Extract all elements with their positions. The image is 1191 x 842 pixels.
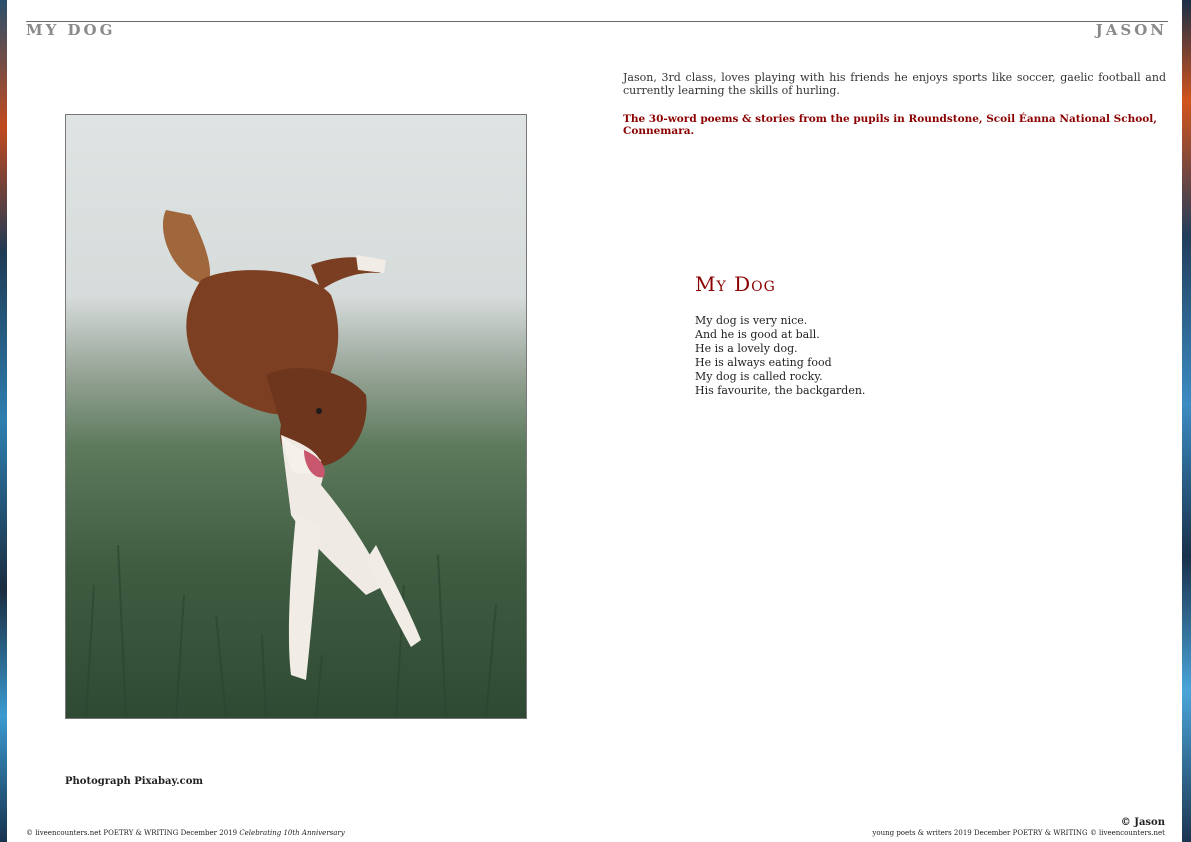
- footer-left: [26, 829, 345, 837]
- poem-line: He is a lovely dog.: [695, 342, 798, 355]
- dog-figure: [163, 210, 421, 680]
- dog-photo: [65, 114, 527, 719]
- footer-left-text: © liveencounters.net POETRY & WRITING December 2019: [26, 829, 238, 837]
- poem-line: And he is good at ball.: [695, 328, 820, 341]
- poem-title: My Dog: [695, 272, 776, 296]
- copyright-notice: © Jason: [1120, 817, 1165, 828]
- poem-line: He is always eating food: [695, 356, 832, 369]
- page-title: MY DOG: [26, 21, 116, 39]
- author-name: JASON: [1095, 21, 1167, 39]
- decorative-right-edge: [1182, 0, 1191, 842]
- author-bio: Jason, 3rd class, loves playing with his friends he enjoys sports like soccer, gaelic football and currently learning the skills of hurling.: [623, 71, 1166, 97]
- decorative-left-edge: [0, 0, 7, 842]
- footer-right: young poets & writers 2019 December POETRY & WRITING © liveencounters.net: [872, 829, 1165, 837]
- poem-line: My dog is called rocky.: [695, 370, 823, 383]
- header-rule: [26, 21, 1168, 22]
- poem-line: My dog is very nice.: [695, 314, 808, 327]
- photo-caption: Photograph Pixabay.com: [65, 776, 203, 787]
- poem-line: His favourite, the backgarden.: [695, 384, 866, 397]
- series-note: The 30-word poems & stories from the pupils in Roundstone, Scoil Éanna National School, Connemara.: [623, 113, 1157, 137]
- poem-body: [695, 314, 865, 398]
- footer-anniversary: Celebrating 10th Anniversary: [239, 829, 345, 837]
